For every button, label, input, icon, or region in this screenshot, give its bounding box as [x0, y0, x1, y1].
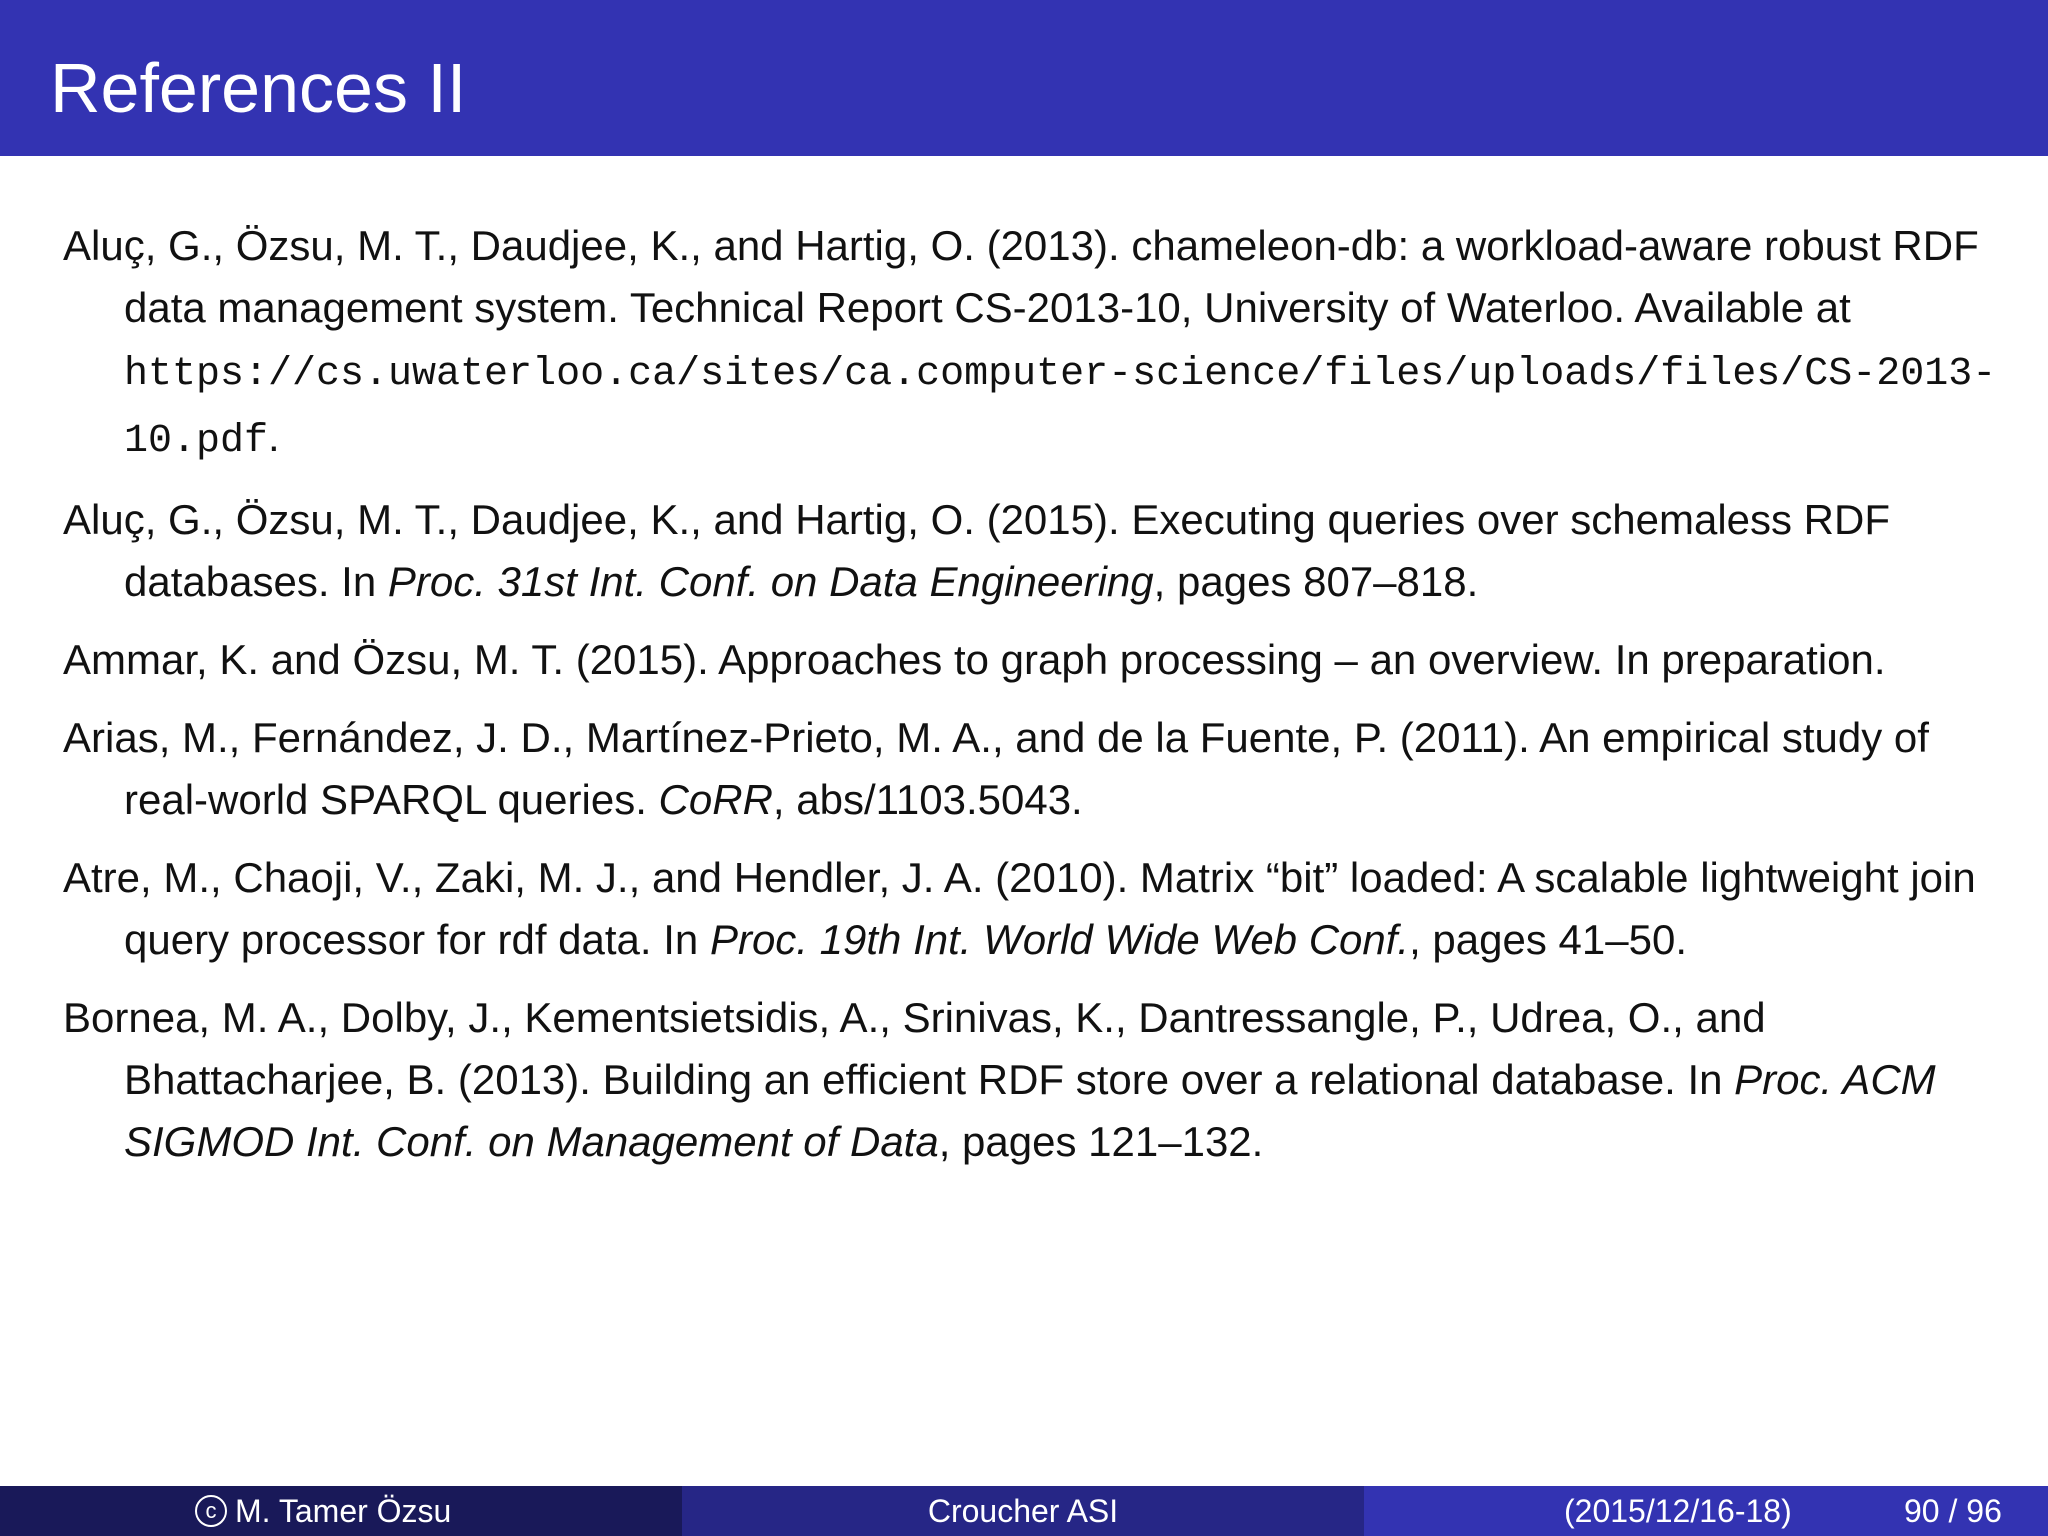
reference-authors: Ammar, K. and Özsu, M. T. (2015). [63, 636, 709, 683]
reference-tail: , abs/1103.5043. [772, 776, 1083, 823]
reference-item [63, 707, 1998, 831]
reference-venue: CoRR [658, 776, 773, 823]
reference-text: An empirical study of real-world SPARQL queries. [124, 714, 1929, 823]
slide-header [0, 0, 2048, 156]
reference-venue: Proc. ACM SIGMOD Int. Conf. on Management of Data [124, 1056, 1936, 1165]
footer-author [195, 1486, 451, 1536]
reference-tail: , pages 807–818. [1153, 558, 1479, 605]
reference-tail: . [268, 413, 280, 460]
reference-venue: Proc. 19th Int. World Wide Web Conf. [709, 916, 1410, 963]
reference-tail: , pages 121–132. [938, 1118, 1264, 1165]
reference-tail: , pages 41–50. [1409, 916, 1687, 963]
author-name: M. Tamer Özsu [235, 1493, 452, 1529]
reference-text: Matrix “bit” loaded: A scalable lightweight join query processor for rdf data. In [124, 854, 1976, 963]
footer-event-section [682, 1486, 1364, 1536]
reference-text: Executing queries over schemaless RDF databases. In [124, 496, 1890, 605]
footer-date: (2015/12/16-18) [1564, 1493, 1792, 1529]
reference-authors: Aluç, G., Özsu, M. T., Daudjee, K., and Hartig, O. (2015). [63, 496, 1120, 543]
reference-authors: Bornea, M. A., Dolby, J., Kementsietsidis, A., Srinivas, K., Dantressangle, P., Udrea, O., and Bhattacharjee, B. (2013). [63, 994, 1766, 1103]
reference-item [63, 629, 1998, 691]
reference-authors: Arias, M., Fernández, J. D., Martínez-Prieto, M. A., and de la Fuente, P. (2011). [63, 714, 1530, 761]
footer-author-section [0, 1486, 682, 1536]
reference-item [63, 489, 1998, 613]
page-title: References II [50, 49, 467, 127]
reference-list [63, 215, 1998, 1189]
reference-url[interactable]: https://cs.uwaterloo.ca/sites/ca.computer-science/files/uploads/files/CS-2013-10.pdf [124, 352, 1997, 464]
reference-item [63, 847, 1998, 971]
footer-date-section [1364, 1486, 2048, 1536]
page-number: 90 / 96 [1904, 1493, 2002, 1529]
copyright-icon: c [195, 1495, 227, 1527]
reference-text: Approaches to graph processing – an overview. In preparation. [718, 636, 1886, 683]
reference-authors: Aluç, G., Özsu, M. T., Daudjee, K., and Hartig, O. (2013). [63, 222, 1120, 269]
footer-event: Croucher ASI [927, 1493, 1119, 1529]
reference-venue: Proc. 31st Int. Conf. on Data Engineering [387, 558, 1154, 605]
reference-item [63, 987, 1998, 1173]
reference-text: Building an efficient RDF store over a relational database. In [602, 1056, 1735, 1103]
reference-authors: Atre, M., Chaoji, V., Zaki, M. J., and Hendler, J. A. (2010). [63, 854, 1129, 901]
reference-text: chameleon-db: a workload-aware robust RDF data management system. Technical Report CS-2013-10, University of Waterloo. Available at [124, 222, 1979, 331]
reference-item [63, 215, 1998, 473]
slide-footer [0, 1486, 2048, 1536]
